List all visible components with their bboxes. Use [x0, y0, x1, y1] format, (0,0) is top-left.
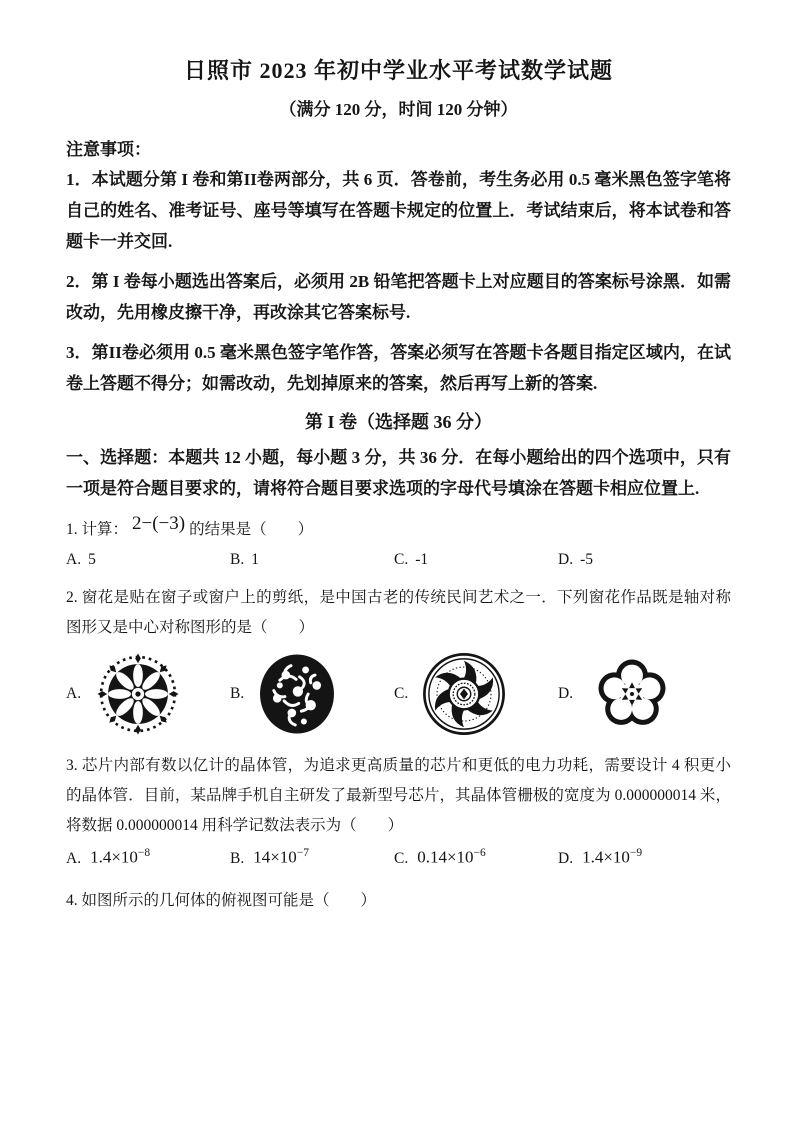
q3-option-d [558, 847, 642, 868]
q3-option-d-label: D. [558, 849, 574, 867]
question-1 [66, 514, 731, 545]
q1-option-c-label: C. [394, 551, 409, 568]
question-2-options [66, 649, 731, 739]
q2-option-b-label: B. [230, 685, 245, 702]
question-1-formula: 2−(−3) [132, 513, 186, 534]
notice-item-3: 3．第II卷必须用 0.5 毫米黑色签字笔作答，答案必须写在答题卡各题目指定区域内，在试卷上答题不得分；如需改动，先划掉原来的答案，然后再写上新的答案. [66, 343, 731, 393]
q2-option-d [558, 652, 684, 736]
q3-option-c-value: $0.14\times 10^{-6}$ [417, 847, 486, 867]
question-3: 3. 芯片内部有数以亿计的晶体管，为追求更高质量的芯片和更低的电力功耗，需要设计 4 积更小的晶体管．目前，某品牌手机自主研发了最新型号芯片，其晶体管栅极的宽度为 0.000000014 米，将数据 0.000000014 用科学记数法表示为（ ） [66, 757, 731, 834]
q3-option-a-value: $1.4\times 10^{-8}$ [90, 847, 151, 867]
q1-option-c [394, 551, 558, 569]
q1-option-b [230, 551, 394, 569]
question-1-lead: 1. 计算： [66, 521, 129, 538]
q2-option-c-label: C. [394, 685, 409, 702]
q3-option-d-value: $1.4\times 10^{-9}$ [582, 847, 643, 867]
papercut-plum-blossom-icon [580, 652, 684, 736]
q3-option-b-label: B. [230, 849, 245, 867]
question-1-options [66, 551, 731, 569]
q2-option-c [394, 649, 558, 739]
notice-item-1: 1．本试题分第 I 卷和第II卷两部分，共 6 页．答卷前，考生务必用 0.5 毫米黑色签字笔将自己的姓名、准考证号、座号等填写在答题卡规定的位置上．考试结束后，将本试卷和答题卡一并交回. [66, 170, 731, 251]
q3-option-c-label: C. [394, 849, 409, 867]
notice-heading: 注意事项： [66, 140, 151, 159]
q3-option-a-label: A. [66, 849, 82, 867]
page-subtitle: （满分 120 分，时间 120 分钟） [279, 100, 518, 119]
q3-option-a [66, 847, 230, 868]
q1-option-d-value: -5 [580, 551, 593, 568]
q1-option-a [66, 551, 230, 569]
q3-option-b-value: $14\times 10^{-7}$ [253, 847, 310, 867]
section1-intro: 一、选择题：本题共 12 小题，每小题 3 分，共 36 分．在每小题给出的四个选项中，只有一项是符合题目要求的，请将符合题目要求选项的字母代号填涂在答题卡相应位置上. [66, 448, 731, 498]
q2-option-d-label: D. [558, 685, 574, 702]
q2-option-a-label: A. [66, 685, 82, 702]
q1-option-a-value: 5 [88, 551, 96, 568]
q3-option-b [230, 847, 394, 868]
q1-option-c-value: -1 [415, 551, 429, 568]
question-3-options [66, 847, 731, 868]
q1-option-d [558, 551, 593, 569]
q2-option-a [66, 650, 230, 738]
q1-option-d-label: D. [558, 551, 574, 568]
section1-heading: 第 I 卷（选择题 36 分） [304, 412, 492, 432]
q1-option-a-label: A. [66, 551, 82, 568]
question-2: 2. 窗花是贴在窗子或窗户上的剪纸，是中国古老的传统民间艺术之一．下列窗花作品既是轴对称图形又是中心对称图形的是（ ） [66, 589, 731, 636]
q2-option-b [230, 651, 394, 737]
q1-option-b-value: 1 [251, 551, 259, 568]
notice-item-2: 2．第 I 卷每小题选出答案后，必须用 2B 铅笔把答题卡上对应题目的答案标号涂黑．如需改动，先用橡皮擦干净，再改涂其它答案标号. [66, 272, 731, 322]
q1-option-b-label: B. [230, 551, 245, 568]
papercut-scroll-disc-icon [251, 651, 343, 737]
question-1-tail: 的结果是（ ） [189, 521, 314, 538]
papercut-whorl-medallion-icon [415, 649, 513, 739]
page-title: 日照市 2023 年初中学业水平考试数学试题 [183, 58, 613, 83]
papercut-mandala-icon [88, 650, 188, 738]
q3-option-c [394, 847, 558, 868]
question-4: 4. 如图所示的几何体的俯视图可能是（ ） [66, 891, 377, 909]
